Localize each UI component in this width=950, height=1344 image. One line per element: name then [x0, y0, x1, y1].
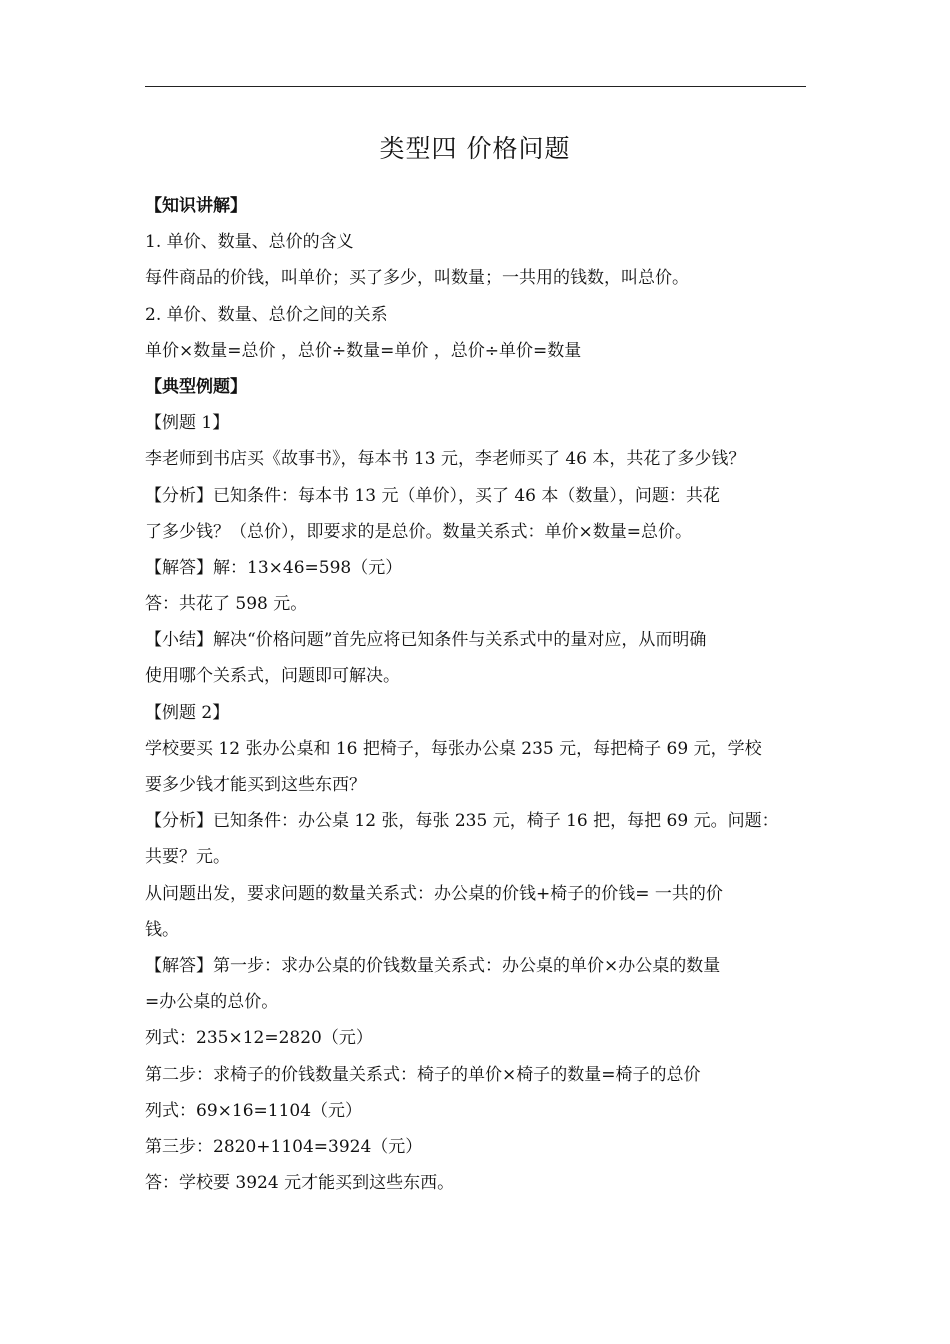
text-line: 从问题出发，要求问题的数量关系式：办公桌的价钱+椅子的价钱= 一共的价: [145, 883, 723, 904]
text-line: 共要？元。: [145, 847, 230, 868]
text-line: 李老师到书店买《故事书》，每本书 13 元，李老师买了 46 本，共花了多少钱？: [145, 449, 746, 470]
text-line: 第二步：求椅子的价钱数量关系式：椅子的单价×椅子的数量=椅子的总价: [145, 1064, 701, 1085]
text-line: 每件商品的价钱，叫单价；买了多少，叫数量；一共用的钱数，叫总价。: [145, 268, 689, 289]
text-line: 学校要买 12 张办公桌和 16 把椅子，每张办公桌 235 元，每把椅子 69 元，学校: [145, 738, 762, 759]
text-line: 【分析】已知条件：每本书 13 元（单价），买了 46 本（数量），问题：共花: [145, 485, 720, 506]
text-line: 答：共花了 598 元。: [145, 594, 308, 615]
header-rule: [145, 86, 806, 87]
text-line: 【小结】解决“价格问题”首先应将已知条件与关系式中的量对应，从而明确: [145, 630, 707, 651]
text-line: 【解答】第一步：求办公桌的价钱数量关系式：办公桌的单价×办公桌的数量: [145, 955, 721, 976]
text-line: 钱。: [145, 919, 179, 940]
text-line: 了多少钱？（总价），即要求的是总价。数量关系式：单价×数量=总价。: [145, 521, 692, 542]
text-line: 2. 单价、数量、总价之间的关系: [145, 304, 388, 325]
example-heading: 【例题 1】: [145, 413, 230, 434]
section-heading-knowledge: 【知识讲解】: [145, 196, 247, 216]
text-line: 列式：235×12=2820（元）: [145, 1028, 373, 1049]
example-heading: 【例题 2】: [145, 702, 230, 723]
formula-line: 单价×数量=总价 ，总价÷数量=单价 ，总价÷单价=数量: [145, 340, 582, 361]
page-title: 类型四 价格问题: [379, 134, 571, 163]
text-line: 要多少钱才能买到这些东西？: [145, 775, 366, 795]
text-line: =办公桌的总价。: [145, 992, 279, 1013]
text-line: 1. 单价、数量、总价的含义: [145, 232, 354, 253]
text-line: 【分析】已知条件：办公桌 12 张，每张 235 元，椅子 16 把，每把 69 元。问题：: [145, 811, 779, 832]
document-body: [145, 188, 813, 1201]
text-line: 使用哪个关系式，问题即可解决。: [145, 666, 400, 687]
section-heading-examples: 【典型例题】: [145, 376, 247, 397]
text-line: 【解答】解：13×46=598（元）: [145, 557, 403, 578]
text-line: 列式：69×16=1104（元）: [145, 1100, 363, 1121]
text-line: 第三步：2820+1104=3924（元）: [145, 1136, 423, 1157]
text-line: 答：学校要 3924 元才能买到这些东西。: [145, 1173, 455, 1194]
